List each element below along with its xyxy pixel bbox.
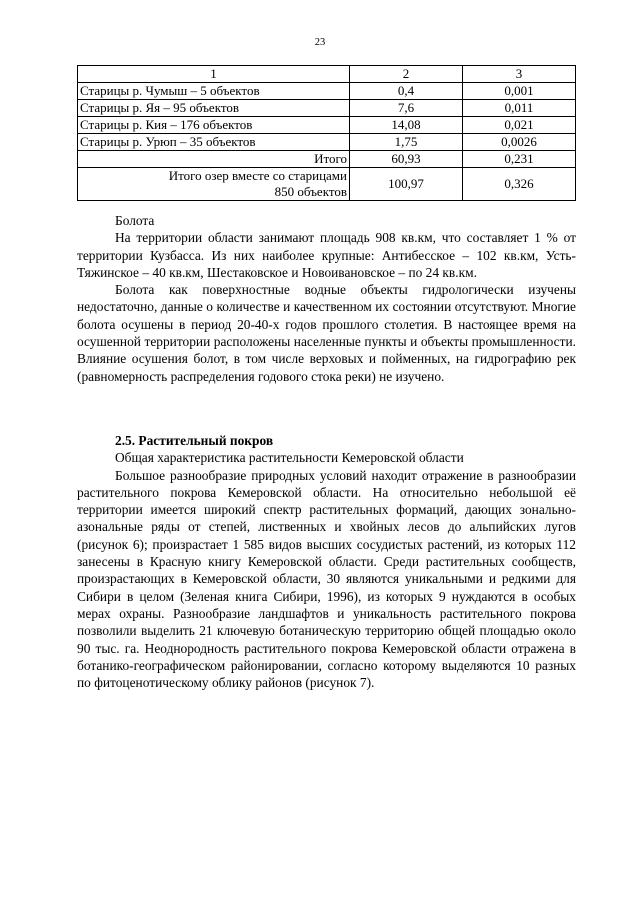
grand-total-label-line1: Итого озер вместе со старицами	[168, 168, 347, 183]
table-cell: 14,08	[350, 117, 463, 134]
table-cell: Старицы р. Кия – 176 объектов	[78, 117, 350, 134]
section-heading: 2.5. Растительный покров	[115, 433, 274, 448]
table-grand-total-row	[78, 168, 576, 201]
table-cell: 0,001	[463, 83, 576, 100]
grand-total-col2: 100,97	[350, 168, 463, 201]
vegetation-paragraph: Большое разнообразие природных условий находит отражение в разнообразии растительного покрова Кемеровской области. На относительно небольшой её территории имеется широкий спектр растительных формаций, дающих зонально-азональные ряды от степей, лиственных и хвойных лесов до альпийских лугов (рисунок 6); произрастает 1 585 видов высших сосудистых растений, из которых 112 занесены в Красную книгу Кемеровской области. Среди растительных сообществ, произрастающих в Кемеровской области, 30 являются уникальными и редкими для Сибири в целом (Зеленая книга Сибири, 1996), из которых 9 нуждаются в особых мерах охраны. Разнообразие ландшафтов и уникальность растительного покрова позволили выделить 21 ключевую ботаническую территорию общей площадью около 90 тыс. га. Неоднородность растительного покрова Кемеровской области отражена в ботанико-географическом районировании, согласно которому выделяются 10 разных по фитоценотическому облику районов (рисунок 7).	[77, 467, 576, 691]
swamps-title: Болота	[115, 213, 155, 228]
table-total-row	[78, 151, 576, 168]
page-number: 23	[314, 37, 326, 48]
grand-total-label-line2: 850 объектов	[274, 184, 347, 199]
header-cell: 1	[78, 66, 350, 83]
table-cell: Старицы р. Урюп – 35 объектов	[78, 134, 350, 151]
total-col2: 60,93	[350, 151, 463, 168]
total-col3: 0,231	[463, 151, 576, 168]
lakes-oxbow-table	[77, 65, 576, 201]
total-label: Итого	[78, 151, 350, 168]
swamps-paragraph-2: Болота как поверхностные водные объекты гидрологически изучены недостаточно, данные о количестве и качественном их состоянии отсутствуют. Многие болота осушены в период 20-40-х годов прошлого столетия. В настоящее время на осушенной территории расположены населенные пункты и объекты промышленности. Влияние осушения болот, в том числе верховых и пойменных, на гидрографию рек (равномерность распределения годового стока реки) не изучено.	[77, 282, 576, 384]
table-row	[78, 100, 576, 117]
table-cell: 0,011	[463, 100, 576, 117]
table-row	[78, 134, 576, 151]
table-header-row	[78, 66, 576, 83]
table-row	[78, 83, 576, 100]
table-cell: 7,6	[350, 100, 463, 117]
table-row	[78, 117, 576, 134]
table-cell: Старицы р. Яя – 95 объектов	[78, 100, 350, 117]
table-cell: 0,021	[463, 117, 576, 134]
grand-total-col3: 0,326	[463, 168, 576, 201]
table-cell: 1,75	[350, 134, 463, 151]
swamps-paragraph-1: На территории области занимают площадь 908 кв.км, что составляет 1 % от территории Кузбасса. Из них наиболее крупные: Антибесское – 102 кв.км, Усть-Тяжинское – 40 кв.км, Шестаковское и Новоивановское – по 24 кв.км.	[77, 230, 576, 280]
table-cell: Старицы р. Чумыш – 5 объектов	[78, 83, 350, 100]
vegetation-section	[77, 432, 576, 691]
section-subheading: Общая характеристика растительности Кемеровской области	[115, 450, 464, 466]
header-cell: 2	[350, 66, 463, 83]
header-cell: 3	[463, 66, 576, 83]
table-cell: 0,4	[350, 83, 463, 100]
grand-total-label	[78, 168, 350, 201]
table-cell: 0,0026	[463, 134, 576, 151]
swamps-section	[77, 212, 576, 385]
